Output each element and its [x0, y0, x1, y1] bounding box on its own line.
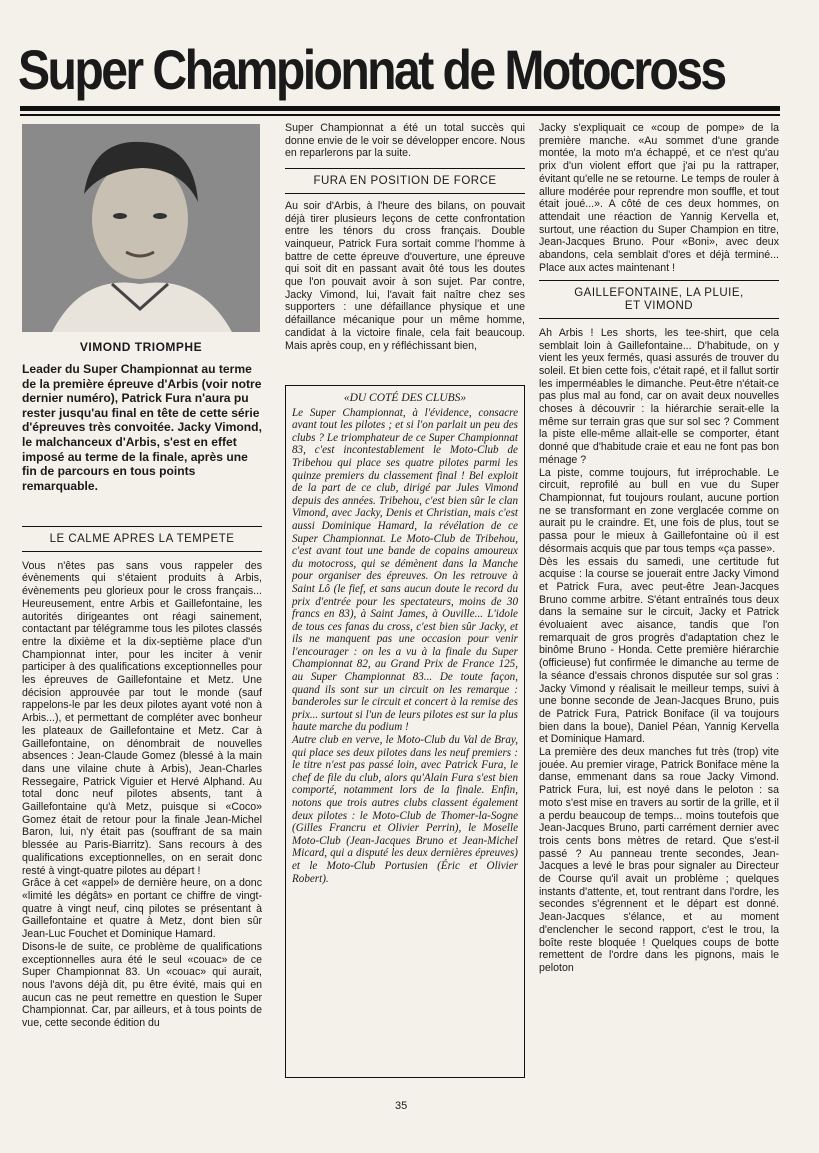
heading-line: ET VIMOND: [624, 300, 694, 313]
column-1: [22, 526, 262, 1030]
rider-photo: [22, 124, 260, 332]
column-2: [285, 122, 525, 352]
paragraph: Vous n'êtes pas sans vous rappeler des évènements qui s'étaient produits à Arbis, évènements peu glorieux pour le cross français... Heureusement, entre Arbis et Gaillefontaine, les autorités dirigeantes ont réagi sainement, contactant par télégramme tous les pilotes classés entre la dixième et la dix-septième place d'un Championnat inter, pour les inciter à venir participer à des qualifications exceptionnelles pour les épreuves de Gaillefontaine et Metz. Une décision approuvée par tout le monde (sauf rappelons-le par les deux pilotes ayant voté non à Arbis...), et permettant de compléter avec bonheur les plateaux de Gaillefontaine et Metz. Car à Gaillefontaine, on dénombrait de nouvelles absences : Jean-Claude Gomez (blessé à la main dans une vilaine chute à Arbis), Jean-Charles Ressegaire, Patrick Viguier et Hervé Alphand. Au total donc neuf pilotes absents, tant à Gaillefontaine qu'à Metz, puisque si «Coco» Gomez était de retour pour la finale Jean-Michel Baron, lui, n'y était pas (souffrant de sa main blessée au Paris-Biarritz). Sans recours à des qualifications exceptionnelles, on en serait donc resté à vingt-quatre pilotes au départ !: [22, 559, 262, 877]
heading-line: GAILLEFONTAINE, LA PLUIE,: [574, 287, 744, 300]
paragraph: La piste, comme toujours, fut irréprochable. Le circuit, reprofilé au bull en vue du Super Championnat, fut toujours roulant, aucune portion ne se transformant en zone verglacée comme on aurait pu le craindre. Et, une fois de plus, tout se passa pour le mieux à Gaillefontaine où il est désormais acquis que par tous temps «ça passe».: [539, 466, 779, 555]
paragraph: Au soir d'Arbis, à l'heure des bilans, on pouvait déjà tirer plusieurs leçons de cette confrontation entre les ténors du cross français. Double vainqueur, Patrick Fura sortait comme l'homme à battre de cette épreuve d'ouverture, une épreuve qui soit dit en passant avait ôté tous les doutes que l'on pouvait avoir à son sujet. Par contre, Jacky Vimond, lui, l'avait fait naître chez ses supporters : une défaillance physique et une défaillance mécanique pour un même homme, candidat à la victoire finale, cela fait beaucoup. Mais après coup, en y réfléchissant bien,: [285, 199, 525, 352]
paragraph: Super Championnat a été un total succès qui donne envie de le voir se développer encore. Nous en reparlerons par la suite.: [285, 122, 525, 160]
photo-caption: VIMOND TRIOMPHE: [79, 340, 203, 354]
section-heading: LE CALME APRES LA TEMPETE: [22, 526, 262, 552]
paragraph: Disons-le de suite, ce problème de qualifications exceptionnelles aura été le seul «couac» de ce Super Championnat 83. Un «couac» qui aurait, nous l'avons déjà dit, pu être évité, mais qui en aucun cas ne peut remettre en question le Super Championnat. Car, par ailleurs, et à tous points de vue, cette seconde édition du: [22, 940, 262, 1030]
paragraph: Grâce à cet «appel» de dernière heure, on a donc «limité les dégâts» en portant ce chiffre de vingt-quatre à vingt neuf, cinq pilotes se présentant à Gaillefontaine et quatre à Metz, dont bien sûr Jean-Luc Fouchet et Dominique Hamard.: [22, 877, 262, 941]
sidebar-box: [285, 385, 525, 1078]
column-3: [539, 122, 779, 975]
lead-paragraph: Leader du Super Championnat au terme de la première épreuve d'Arbis (voir notre dernier numéro), Patrick Fura n'aura pu rester jusqu'au final en tête de cette série d'épreuves très convoitée. Jacky Vimond, le malchanceux d'Arbis, s'est en effet imposé au terme de la finale, après une fin de parcours en tous points remarquable.: [22, 362, 262, 493]
section-heading: FURA EN POSITION DE FORCE: [285, 168, 525, 194]
title-rule-thin: [20, 114, 780, 116]
paragraph: Jacky s'expliquait ce «coup de pompe» de la première manche. «Au sommet d'une grande montée, la moto m'a échappé, et ce n'est qu'au prix d'un violent effort que j'ai pu la rattraper, évitant qu'elle ne se retourne. Le temps de rouler à allure modérée pour reprendre mon souffle, et tout était joué...». A côté de ces deux hommes, on attendait une réaction de Yannig Kervella et, surtout, une réaction du Super Champion en titre, Jean-Jacques Bruno. Pour «Boni», avec deux abandons, cela semblait d'ores et déjà terminé... Place aux actes maintenant !: [539, 122, 779, 274]
section-heading: [539, 280, 779, 318]
sidebar-title: «DU COTÉ DES CLUBS»: [343, 392, 467, 404]
paragraph: Autre club en verve, le Moto-Club du Val de Bray, qui place ses deux pilotes dans les neuf premiers : le titre n'est pas passé loin, avec Patrick Fura, le chef de file du club, alors qu'Alain Fura s'est bien comporté, notamment lors de la finale. Enfin, notons que trois autres clubs classent également deux pilotes : le Moto-Club de Thomer-la-Sogne (Gilles Francru et Olivier Perrin), le Moselle Moto-Club (Jean-Jacques Bruno et Jean-Michel Micard, qui a disputé les deux dernières épreuves) et le Moto-Club Portusien (Éric et Olivier Robert).: [292, 734, 518, 885]
title-rule: [20, 106, 780, 111]
page-title: Super Championnat de Motocross: [18, 38, 725, 101]
paragraph: Le Super Championnat, à l'évidence, consacre avant tout les pilotes ; et si l'on parlait un peu des clubs ? Le triomphateur de ce Super Championnat 83, c'est incontestablement le Moto-Club de Tribehou qui place ses quatre pilotes parmi les quinze premiers du classement final ! Bel exploit de la part de ce club, dirigé par Jules Vimond depuis des années. Tribehou, c'est bien sûr le clan Vimond, avec Jacky, Denis et Christian, mais c'est aussi Dominique Hamard, la révélation de ce Super Championnat. Le Moto-Club de Tribehou, c'est avant tout une bande de copains amoureux du motocross, qui se démènent dans la Manche pour organiser des épreuves. On les retrouve à Saint Lô (le fief, et sans aucun doute le record du prix d'entrée pour les spectateurs, moins de 30 francs en 83), à Saint James, à Ouville... L'idole de tous ces fanas du cross, c'est bien sûr Jacky, et ils ne manquent pas une occasion pour venir l'encourager : on les a vu à la finale du Super Championnat 82, au Grand Prix de France 125, au Super Championnat 83... De toute façon, quand ils sont sur un circuit on les remarque : banderoles sur le circuit et concert à la remise des prix... surtout si l'un de leurs pilotes est sur la plus haute marche du podium !: [292, 406, 518, 734]
page-number: 35: [395, 1100, 408, 1112]
paragraph: Dès les essais du samedi, une certitude fut acquise : la course se jouerait entre Jacky Vimond et Patrick Fura, avec peut-être Jean-Jacques Bruno comme arbitre. S'étant entraînés tous deux dans la semaine sur le circuit, Jacky et Patrick évoluaient avec aisance, tandis que l'on remarquait de gros progrès d'adaptation chez le binôme Bruno - Honda. Cette première hiérarchie (officieuse) fut confirmée le dimanche au terme de la séance d'essais chronos disputée sur sol gras : Jacky Vimond y réalisait le meilleur temps, suivi à une bonne seconde de Jean-Jacques Bruno, puis de Patrick Fura, Patrick Boniface (il va toujours bien dans la boue), Daniel Péan, Yannig Kervella et Dominique Hamard.: [539, 555, 779, 746]
paragraph: La première des deux manches fut très (trop) vite jouée. Au premier virage, Patrick Boniface mène la danse, emmenant dans sa roue Jacky Vimond. Patrick Fura, lui, est noyé dans le peloton : sa moto s'est mise en travers au sortir de la grille, et il a perdu beaucoup de temps... moins toutefois que Jean-Jacques Bruno, parti carrément dernier avec trois cents bons mètres de retard. Que s'est-il passé ? Au panneau trente secondes, Jean-Jacques a levé le bras pour signaler au Directeur de Course qu'il avait un problème ; quelques instants d'attente, et, tout rentrant dans l'ordre, les secondes s'égrennent et le départ est donné. Jean-Jacques s'élance, et au moment d'enclencher le second rapport, c'est le trou, la boîte reste bloquée ! Quelques coups de botte remettent de l'ordre dans les pignons, mais le peloton: [539, 746, 779, 974]
paragraph: Ah Arbis ! Les shorts, les tee-shirt, que cela semblait loin à Gaillefontaine... D'habitude, on y vient les yeux fermés, quasi assurés de trouver du soleil. Et bien cette fois, c'était rapé, et il fallut sortir les imperméables le dimanche. Peut-être n'était-ce pas plus mal au fond, car on avait deux nouvelles choses à découvrir : la hiérarchie serait-elle la même sur terrain gras que sur sol sec ? Comment la piste elle-même allait-elle se comporter, étant donné que d'habitude craie et eau ne font pas bon ménage ?: [539, 326, 779, 466]
